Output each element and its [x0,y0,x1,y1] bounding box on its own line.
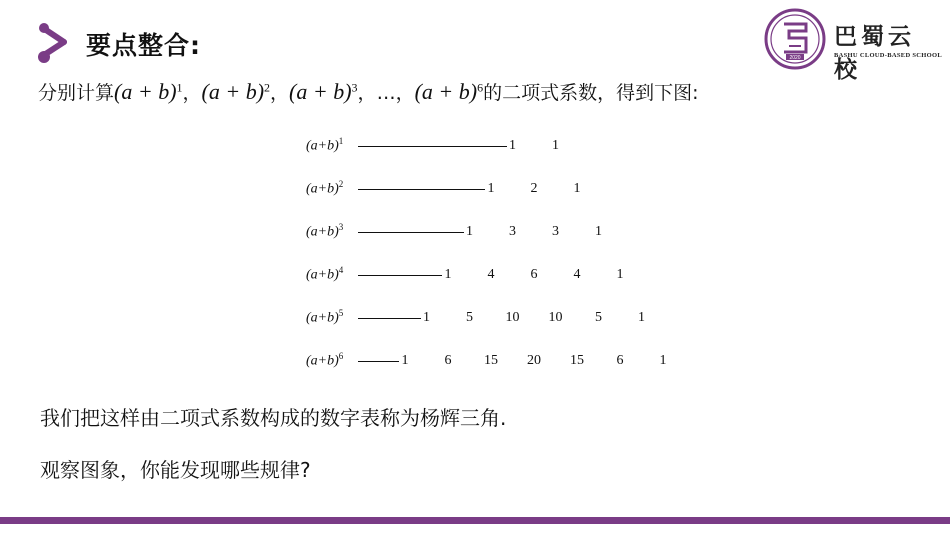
row-expression: $(a+b)^3$ [306,222,344,240]
row-connector-line [358,361,399,362]
coefficient: 3 [509,224,516,239]
coefficient: 5 [595,310,602,325]
coefficient: 1 [573,181,581,196]
triangle-row [300,136,660,160]
coefficient: 1 [595,224,602,239]
coefficient: 1 [401,353,409,368]
row-connector-line [358,275,442,276]
coefficient: 4 [487,267,495,282]
coefficient: 1 [659,353,667,368]
intro-exp-1: 1 [176,80,183,95]
intro-expr-3: (a + b) [289,79,352,104]
coefficient: 6 [616,353,624,368]
row-connector-line [358,318,421,319]
seal-year: 2020 [789,55,801,61]
intro-ellipsis: …， [376,82,415,104]
logo-subtitle: BASHU CLOUD-BASED SCHOOL [834,52,942,59]
conclusion-text: 我们把这样由二项式系数构成的数字表称为杨辉三角. [40,406,507,430]
intro-sep-3: ， [357,82,377,104]
row-expression: $(a+b)^1$ [306,136,344,154]
coefficient: 2 [530,181,538,196]
intro-expr-1: (a + b) [114,79,177,104]
intro-exp-3: 3 [351,80,358,95]
bottom-accent-bar [0,517,950,524]
school-seal-icon [764,8,826,70]
coefficient: 6 [530,267,538,282]
molecule-share-icon [34,22,74,64]
row-expression: $(a+b)^4$ [306,265,344,283]
intro-exp-2: 2 [264,80,271,95]
coefficient: 3 [552,224,559,239]
intro-expr-2: (a + b) [201,79,265,104]
triangle-row [300,222,660,246]
coefficient: 1 [487,181,495,196]
row-connector-line [358,189,485,190]
intro-sep-1: ， [182,82,202,104]
row-connector-line [358,232,464,233]
triangle-row [300,265,660,289]
coefficient: 4 [573,267,581,282]
intro-suffix: 的二项式系数，得到下图: [483,82,699,104]
coefficient: 15 [570,353,584,368]
intro-exp-6: 6 [477,80,484,95]
coefficient: 1 [423,310,430,325]
row-expression: $(a+b)^6$ [306,351,344,369]
coefficient: 20 [527,353,541,368]
logo-text: 巴蜀云校 [834,23,915,83]
coefficient: 6 [444,353,452,368]
coefficient: 15 [484,353,498,368]
coefficient: 1 [444,267,452,282]
triangle-row [300,179,660,203]
coefficient: 5 [466,310,473,325]
coefficient: 1 [638,310,645,325]
coefficient: 10 [505,310,520,325]
coefficient: 1 [616,267,624,282]
triangle-row [300,351,667,375]
page-title: 要点整合: [86,31,201,60]
pascal-triangle [300,128,667,378]
intro-expr-6: (a + b) [414,79,478,104]
coefficient: 1 [509,138,516,153]
coefficient: 1 [552,138,559,153]
school-logo [764,8,942,83]
coefficient: 1 [466,224,473,239]
row-expression: $(a+b)^5$ [306,308,344,326]
triangle-row [300,308,660,332]
row-expression: $(a+b)^2$ [306,179,344,197]
row-connector-line [358,146,507,147]
coefficient: 10 [548,310,563,325]
question-text: 观察图象，你能发现哪些规律? [40,458,311,482]
intro-prefix: 分别计算 [38,82,115,104]
intro-line [38,78,698,105]
intro-sep-2: ， [270,82,290,104]
